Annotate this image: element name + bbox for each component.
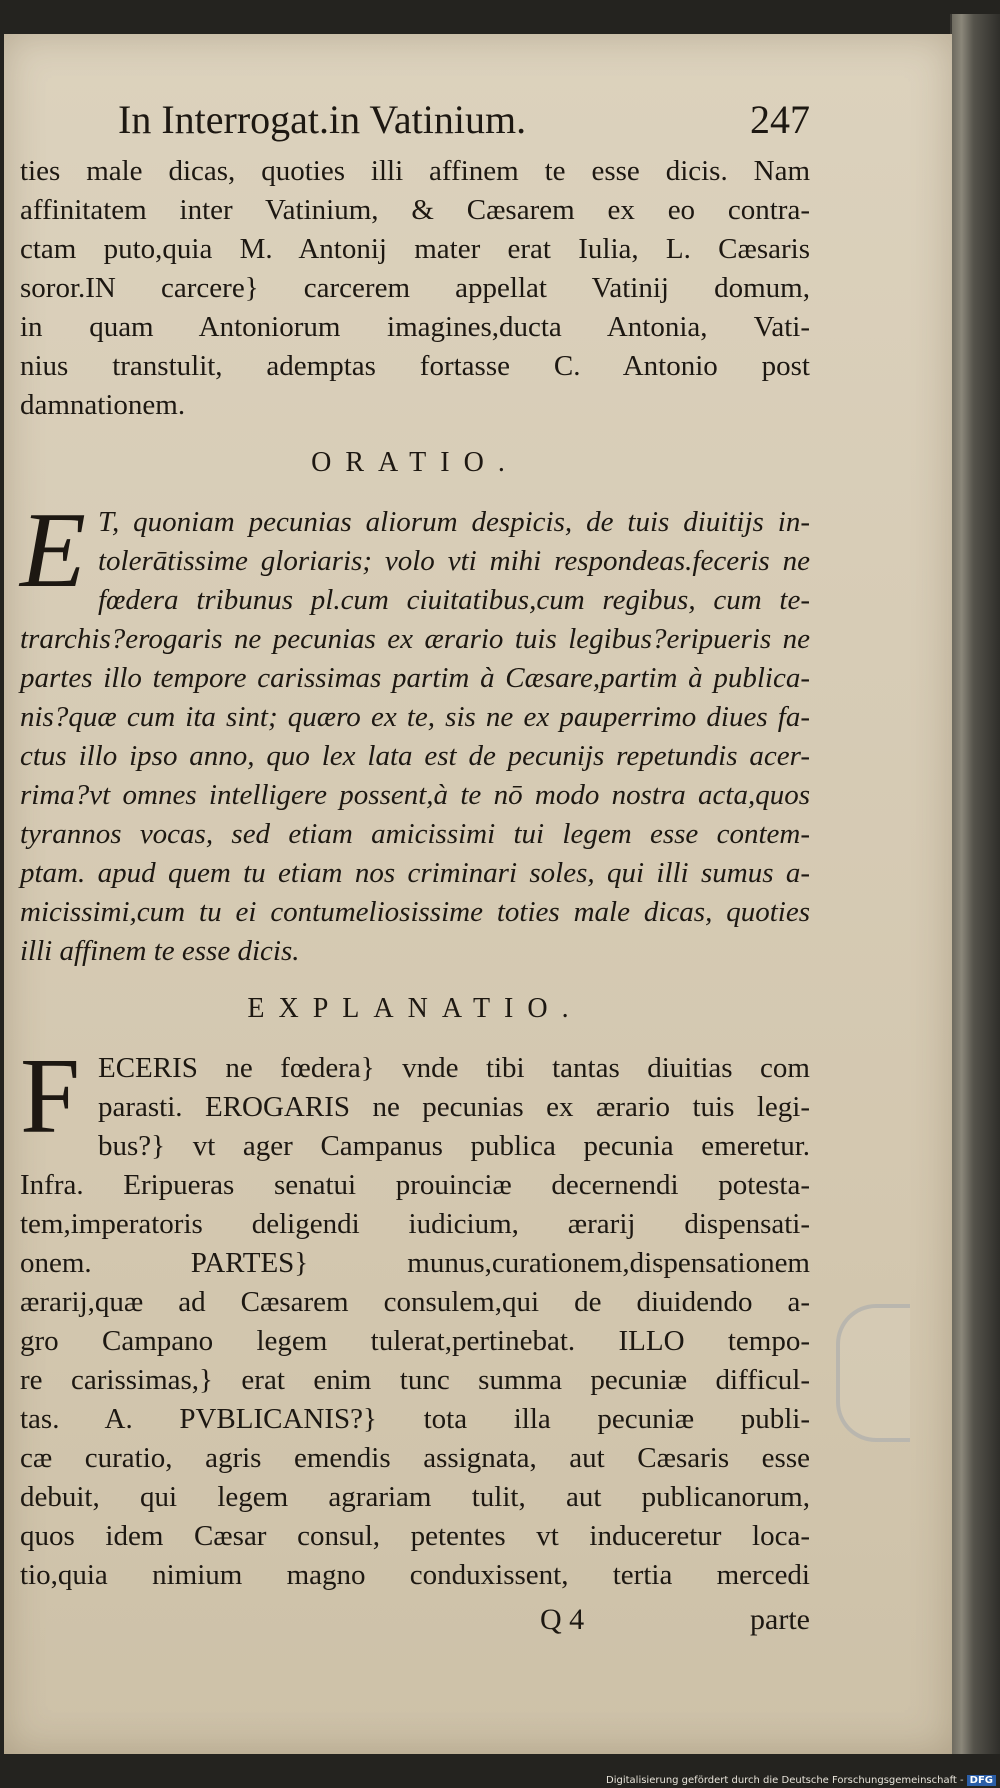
section-heading-oratio: ORATIO. [311, 447, 519, 478]
credit-text: Digitalisierung gefördert durch die Deutsche Forschungsgemeinschaft - [606, 1775, 964, 1786]
text-line: quos idem Cæsar consul, petentes vt induceretur loca- [20, 1520, 810, 1552]
oratio-paragraph [20, 491, 810, 971]
drop-cap: E [20, 491, 86, 610]
text-line: ærarij,quæ ad Cæsarem consulem,qui de diuidendo a- [20, 1286, 810, 1318]
text-line: re carissimas,} erat enim tunc summa pecuniæ difficul- [20, 1364, 810, 1396]
commentary-top [20, 152, 810, 425]
text-line: micissimi,cum tu ei contumeliosissime toties male dicas, quoties [20, 896, 810, 928]
text-line: damnationem. [20, 389, 186, 421]
text-line: rima?vt omnes intelligere possent,à te nō modo nostra acta,quos [20, 779, 810, 811]
digitization-credit [606, 1775, 996, 1786]
text-line: bus?} vt ager Campanus publica pecunia emeretur. [98, 1130, 810, 1162]
running-title: In Interrogat.in Vatinium. [118, 97, 527, 142]
text-line: tyrannos vocas, sed etiam amicissimi tui legem esse contem- [20, 818, 810, 850]
text-line: parasti. EROGARIS ne pecunias ex ærario tuis legi- [98, 1091, 810, 1123]
text-line: gro Campano legem tulerat,pertinebat. ILLO tempo- [20, 1325, 810, 1357]
text-line: tio,quia nimium magno conduxissent, tertia mercedi [20, 1559, 810, 1591]
text-line: nius transtulit, ademptas fortasse C. Antonio post [20, 350, 810, 382]
text-line: ties male dicas, quoties illi affinem te esse dicis. Nam [20, 155, 810, 187]
signature-mark: Q 4 [540, 1603, 585, 1636]
text-line: ECERIS ne fœdera} vnde tibi tantas diuitias com [98, 1052, 810, 1084]
text-line: fœdera tribunus pl.cum ciuitatibus,cum regibus, cum te- [98, 584, 810, 616]
text-line: ctus illo ipso anno, quo lex lata est de pecunijs repetundis acer- [20, 740, 810, 772]
text-line: tas. A. PVBLICANIS?} tota illa pecuniæ publi- [20, 1403, 810, 1435]
text-line: ptam. apud quem tu etiam nos criminari soles, qui illi sumus a- [20, 857, 810, 889]
text-line: tolerātissime gloriaris; volo vti mihi respondeas.feceris ne [98, 545, 810, 577]
text-line: trarchis?erogaris ne pecunias ex ærario tuis legibus?eripueris ne [20, 623, 810, 655]
book-page-edges [950, 14, 1000, 1754]
text-line: soror.IN carcere} carcerem appellat Vatinij domum, [20, 272, 810, 304]
text-line: affinitatem inter Vatinium, & Cæsarem ex eo contra- [20, 194, 810, 226]
text-line: tem,imperatoris deligendi iudicium, ærarij dispensati- [20, 1208, 810, 1240]
page-number: 247 [750, 97, 810, 142]
running-head [20, 96, 810, 152]
text-line: nis?quæ cum ita sint; quæro ex te, sis ne ex pauperrimo diues fa- [20, 701, 810, 733]
text-line: in quam Antoniorum imagines,ducta Antonia, Vati- [20, 311, 810, 343]
text-line: onem. PARTES} munus,curationem,dispensationem [20, 1247, 810, 1279]
section-heading-explanatio: EXPLANATIO. [247, 993, 583, 1024]
text-line: cæ curatio, agris emendis assignata, aut Cæsaris esse [20, 1442, 810, 1474]
text-line: Infra. Eripueras senatui prouinciæ decernendi potesta- [20, 1169, 810, 1201]
explanatio-paragraph [20, 1037, 810, 1595]
text-line: partes illo tempore carissimas partim à Cæsare,partim à publica- [20, 662, 810, 694]
paper-clip [836, 1304, 910, 1442]
page-footer [20, 1603, 810, 1653]
text-line: T, quoniam pecunias aliorum despicis, de tuis diuitijs in- [98, 506, 810, 538]
text-line: debuit, qui legem agrariam tulit, aut publicanorum, [20, 1481, 810, 1513]
dfg-logo: DFG [967, 1775, 996, 1786]
text-line: ctam puto,quia M. Antonij mater erat Iulia, L. Cæsaris [20, 233, 810, 265]
drop-cap: F [20, 1037, 81, 1156]
text-line: illi affinem te esse dicis. [20, 935, 300, 967]
page-content [20, 96, 810, 1653]
catchword: parte [750, 1603, 810, 1636]
